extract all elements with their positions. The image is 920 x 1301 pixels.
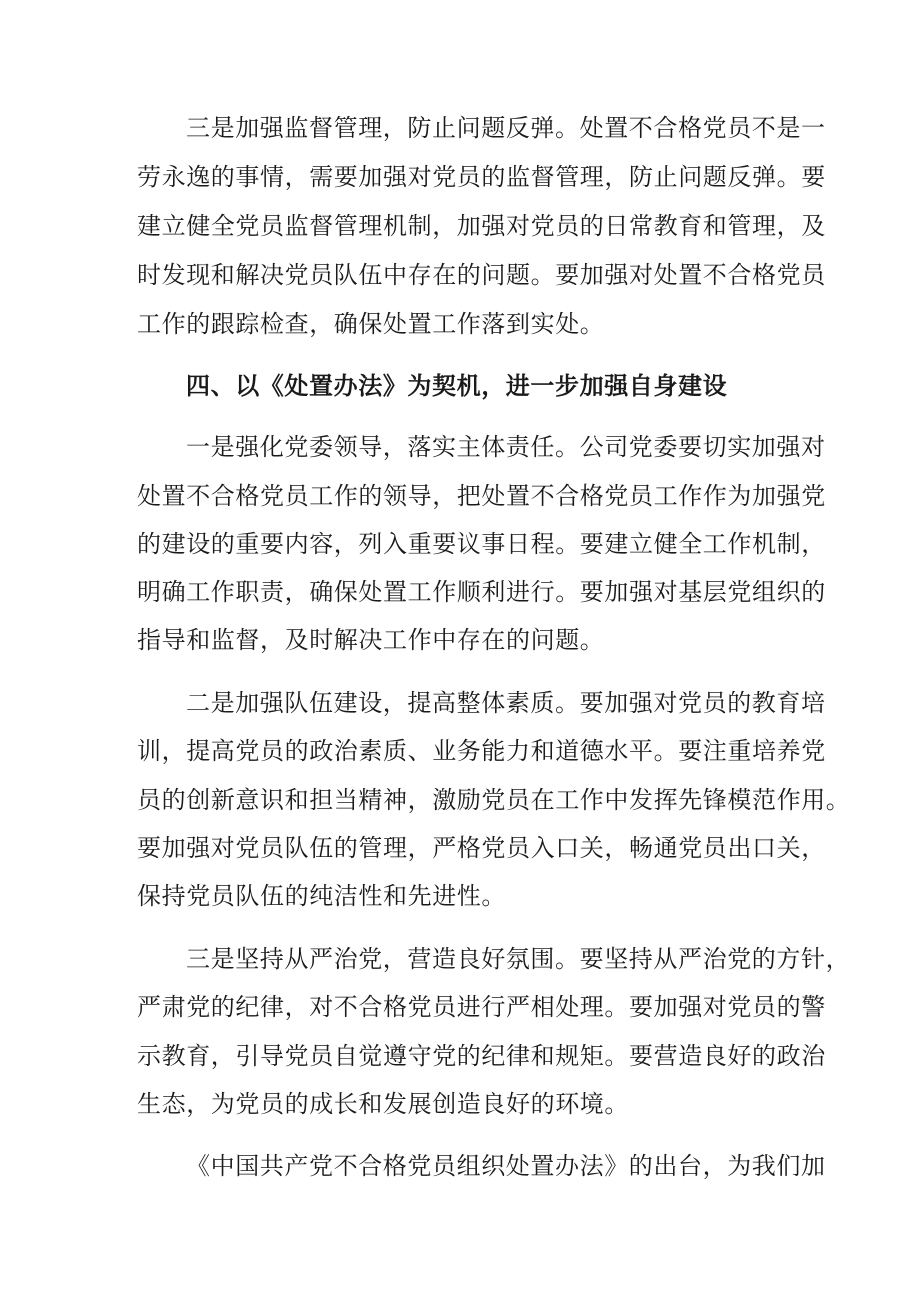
paragraph-2-line-4: 明确工作职责，确保处置工作顺利进行。要加强对基层党组织的: [137, 578, 826, 606]
paragraph-3-line-5: 保持党员队伍的纯洁性和先进性。: [137, 882, 506, 910]
paragraph-1-line-2: 劳永逸的事情，需要加强对党员的监督管理，防止问题反弹。要: [137, 163, 826, 191]
paragraph-1-line-3: 建立健全党员监督管理机制，加强对党员的日常教育和管理，及: [137, 212, 826, 240]
paragraph-4-line-2: 严肃党的纪律，对不合格党员进行严相处理。要加强对党员的警: [137, 993, 826, 1021]
section-heading: 四、以《处置办法》为契机，进一步加强自身建设: [186, 372, 728, 400]
paragraph-3-line-3: 员的创新意识和担当精神，激励党员在工作中发挥先锋模范作用。: [137, 786, 851, 814]
paragraph-1-line-1: 三是加强监督管理，防止问题反弹。处置不合格党员不是一: [186, 114, 826, 142]
paragraph-5-line-1: 《中国共产党不合格党员组织处置办法》的出台，为我们加: [186, 1152, 826, 1180]
paragraph-2-line-2: 处置不合格党员工作的领导，把处置不合格党员工作作为加强党: [137, 482, 826, 510]
paragraph-3-line-1: 二是加强队伍建设，提高整体素质。要加强对党员的教育培: [186, 689, 826, 717]
paragraph-4-line-4: 生态，为党员的成长和发展创造良好的环境。: [137, 1090, 629, 1118]
paragraph-3-line-4: 要加强对党员队伍的管理，严格党员入口关，畅通党员出口关，: [137, 834, 826, 862]
paragraph-4-line-3: 示教育，引导党员自觉遵守党的纪律和规矩。要营造良好的政治: [137, 1042, 826, 1070]
paragraph-1-line-5: 工作的跟踪检查，确保处置工作落到实处。: [137, 310, 605, 338]
paragraph-2-line-3: 的建设的重要内容，列入重要议事日程。要建立健全工作机制，: [137, 530, 826, 558]
paragraph-4-line-1: 三是坚持从严治党，营造良好氛围。要坚持从严治党的方针，: [186, 945, 851, 973]
paragraph-2-line-1: 一是强化党委领导，落实主体责任。公司党委要切实加强对: [186, 433, 826, 461]
paragraph-2-line-5: 指导和监督，及时解决工作中存在的问题。: [137, 626, 605, 654]
paragraph-1-line-4: 时发现和解决党员队伍中存在的问题。要加强对处置不合格党员: [137, 261, 826, 289]
paragraph-3-line-2: 训，提高党员的政治素质、业务能力和道德水平。要注重培养党: [137, 737, 826, 765]
